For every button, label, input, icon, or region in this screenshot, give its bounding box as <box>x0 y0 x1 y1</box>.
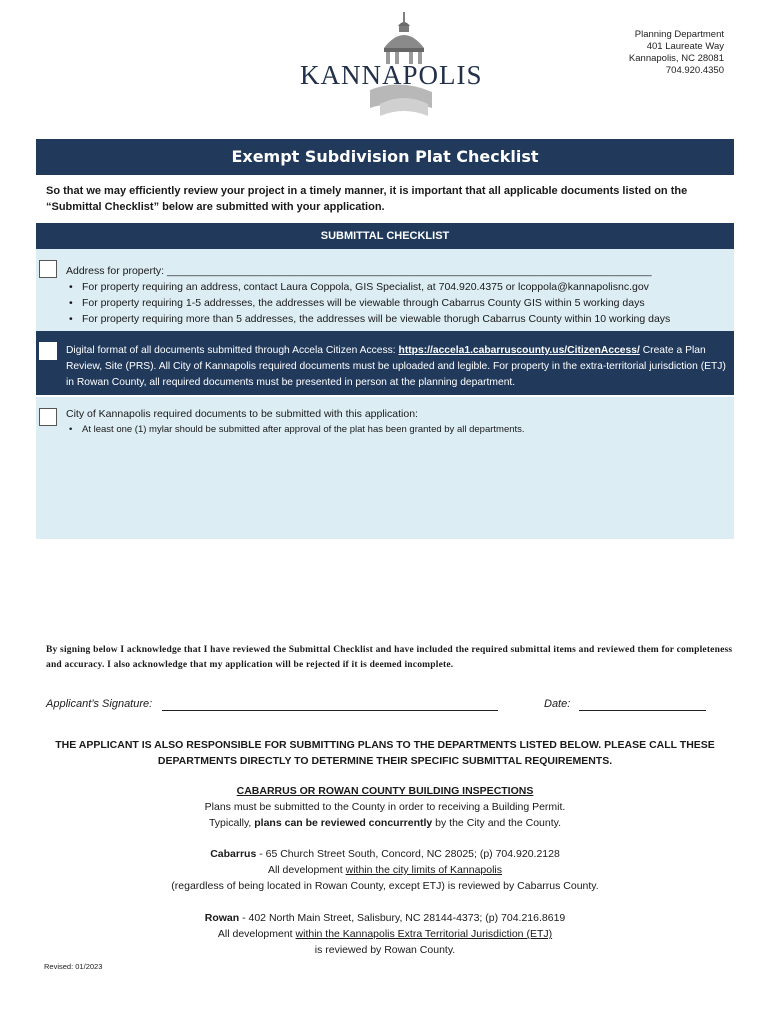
address-heading: Address for property: ___________________________________________________________________________________ <box>66 265 652 277</box>
cabarrus-line2: All development within the city limits of Kannapolis <box>267 864 503 876</box>
checklist-header: SUBMITTAL CHECKLIST <box>36 223 734 249</box>
cabarrus-address: Cabarrus - 65 Church Street South, Concord, NC 28025; (p) 704.920.2128 <box>210 848 560 860</box>
logo-wordmark: KANNAPOLIS <box>300 60 483 90</box>
cabarrus-line3: (regardless of being located in Rowan County, except ETJ) is reviewed by Cabarrus County. <box>171 880 599 892</box>
list-item: • For property requiring 1-5 addresses, the addresses will be viewable through Cabarrus County GIS within 5 working days <box>82 295 730 311</box>
list-item: • At least one (1) mylar should be submitted after approval of the plat has been granted by all departments. <box>82 422 730 438</box>
checklist-section-documents <box>36 397 734 539</box>
rowan-line3: is reviewed by Rowan County. <box>314 944 456 956</box>
page-title: Exempt Subdivision Plat Checklist <box>36 139 734 175</box>
kannapolis-logo <box>300 8 483 126</box>
department-street: 401 Laureate Way <box>646 41 724 52</box>
digital-instructions: Create a Plan Review, Site (PRS). All City of Kannapolis required documents must be uploaded and legible. For property in the extra-territorial jurisdiction (ETJ) in Rowan County, all required documents must be presented in person at the planning department. <box>66 345 726 388</box>
department-name: Planning Department <box>634 29 724 40</box>
list-item: • For property requiring more than 5 addresses, the addresses will be viewable thorugh Cabarrus County within 10 working days <box>82 311 730 327</box>
documents-heading: City of Kannapolis required documents to be submitted with this application: <box>66 408 418 420</box>
inspections-heading: CABARRUS OR ROWAN COUNTY BUILDING INSPECTIONS <box>236 785 534 797</box>
documents-checkbox[interactable] <box>39 408 57 426</box>
date-label: Date: <box>544 698 571 710</box>
inspections-block <box>40 783 730 831</box>
accela-link[interactable]: https://accela1.cabarruscounty.us/CitizenAccess/ <box>398 345 640 356</box>
digital-lead: Digital format of all documents submitted through Accela Citizen Access: <box>66 345 399 356</box>
inspections-line1: Plans must be submitted to the County in order to receiving a Building Permit. <box>204 801 566 813</box>
rowan-line2: All development within the Kannapolis Extra Territorial Jurisdiction (ETJ) <box>217 928 553 940</box>
list-item: • For property requiring an address, contact Laura Coppola, GIS Specialist, at 704.920.4375 or lcoppola@kannapolisnc.gov <box>82 279 730 295</box>
address-checkbox[interactable] <box>39 260 57 278</box>
department-address <box>629 29 724 77</box>
signature-label: Applicant’s Signature: <box>46 698 153 710</box>
responsibility-notice: THE APPLICANT IS ALSO RESPONSIBLE FOR SUBMITTING PLANS TO THE DEPARTMENTS LISTED BELOW. PLEASE CALL THESE DEPARTMENTS DIRECTLY TO DETERMINE THEIR SPECIFIC SUBMITTAL REQUIREMENTS. <box>55 739 715 767</box>
department-phone: 704.920.4350 <box>665 65 724 76</box>
rowan-block <box>40 910 730 958</box>
digital-format-checkbox[interactable] <box>39 342 57 360</box>
department-city: Kannapolis, NC 28081 <box>628 53 724 64</box>
revised-date: Revised: 01/2023 <box>44 962 103 971</box>
signature-field[interactable] <box>162 710 498 711</box>
date-field[interactable] <box>579 710 706 711</box>
inspections-line2: Typically, plans can be reviewed concurrently by the City and the County. <box>208 817 562 829</box>
intro-text: So that we may efficiently review your project in a timely manner, it is important that all applicable documents listed on the “Submittal Checklist” below are submitted with your application. <box>46 185 688 213</box>
cabarrus-block <box>40 846 730 894</box>
checklist-section-address <box>36 249 734 331</box>
rowan-address: Rowan - 402 North Main Street, Salisbury, NC 28144-4373; (p) 704.216.8619 <box>204 912 566 924</box>
acknowledgement-text: By signing below I acknowledge that I have reviewed the Submittal Checklist and have included the required submittal items and reviewed them for completeness and accuracy. I also acknowledge that my application will be rejected if it is deemed incomplete. <box>46 645 733 670</box>
checklist-section-digital <box>36 331 734 395</box>
